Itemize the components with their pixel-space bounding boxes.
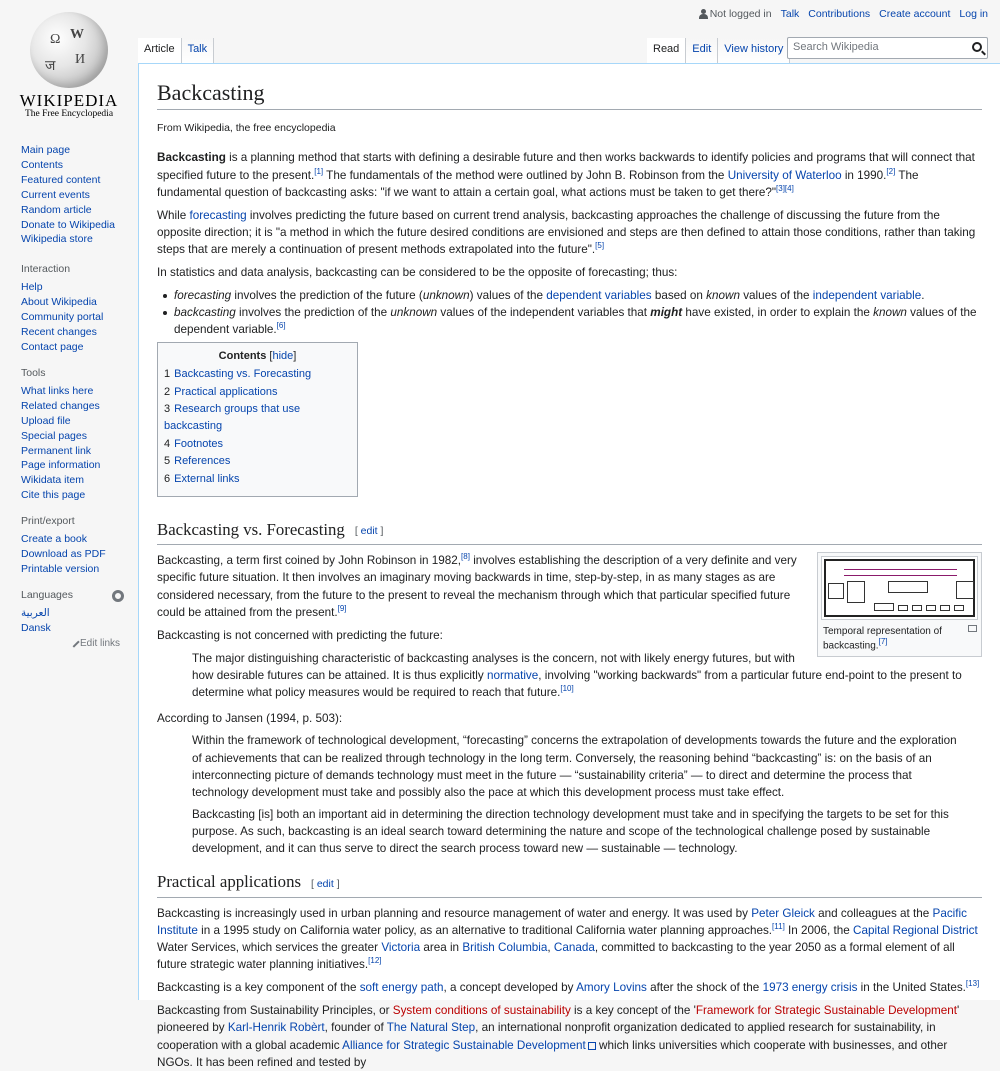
text: in the United States. [857, 981, 966, 995]
login-link[interactable]: Log in [959, 8, 988, 20]
interaction-portal [0, 261, 138, 355]
tab-article[interactable] [138, 38, 182, 63]
anon-indicator [699, 8, 772, 20]
sidebar-item-printable-version[interactable]: Printable version [21, 562, 100, 575]
text: , involving "working backwards" from a particular future end-point to the present to determine what policy measures would be required to reach that future. [192, 668, 962, 700]
text: based on [651, 288, 707, 302]
view-tabs [647, 38, 790, 63]
language-arabic[interactable]: العربية [21, 606, 50, 619]
section1-paragraph-3: According to Jansen (1994, p. 503): [157, 711, 343, 725]
text: Backcasting is a key component of the [157, 981, 360, 995]
toc-hide-toggle[interactable]: hide [272, 349, 294, 362]
list-item [174, 287, 982, 304]
ref-link[interactable]: [5] [595, 241, 605, 251]
toc-number: 4 [164, 437, 171, 450]
toc-item[interactable] [164, 366, 351, 383]
link-university-of-waterloo[interactable]: University of Waterloo [727, 168, 842, 182]
intro-paragraph-2 [157, 207, 982, 259]
caption-text: Temporal representation of backcasting. [823, 626, 942, 652]
text: The fundamental question of backcasting asks: "if we want to attain a certain goal, what actions must be taken to get there?" [157, 168, 919, 199]
ref-link[interactable]: [11] [772, 921, 785, 931]
text: unknown [390, 306, 438, 320]
edit-links[interactable] [21, 638, 138, 649]
text: The fundamentals of the method were outlined by John B. Robinson from the [323, 168, 728, 182]
text: , committed to backcasting to the year 2050 as a formal element of all future strategic water planning initiatives. [157, 941, 955, 972]
toc-title: Contents [hide] [218, 349, 297, 362]
text: area in [420, 941, 463, 955]
sidebar-item-download-pdf[interactable]: Download as PDF [21, 548, 106, 561]
sidebar-item-what-links-here[interactable]: What links here [21, 384, 94, 397]
site-subtitle: From Wikipedia, the free encyclopedia [157, 122, 336, 134]
link-alliance-ssd[interactable]: Alliance for Strategic Sustainable Development [342, 1038, 586, 1052]
link-normative[interactable]: normative [486, 668, 539, 682]
tab-article-label[interactable]: Article [144, 43, 175, 55]
sidebar-item-donate[interactable]: Donate to Wikipedia [21, 218, 115, 231]
text: known [873, 306, 907, 320]
tab-view-history-label[interactable]: View history [724, 43, 784, 55]
wikipedia-logo[interactable] [0, 0, 138, 130]
link-system-conditions[interactable]: System conditions of sustainability [392, 1004, 571, 1018]
ref-link[interactable]: [4] [784, 184, 794, 193]
intro-paragraph-1 [157, 149, 982, 201]
link-the-natural-step[interactable]: The Natural Step [386, 1021, 476, 1035]
sidebar-item-help[interactable]: Help [21, 281, 43, 294]
link-british-columbia[interactable]: British Columbia [462, 941, 548, 955]
text: have existed, in order to explain the [682, 306, 874, 320]
tab-edit[interactable] [686, 38, 718, 63]
toc-item[interactable] [164, 453, 351, 470]
content [138, 63, 1000, 1069]
sidebar-item-community-portal[interactable]: Community portal [21, 311, 104, 324]
pencil-icon [68, 636, 79, 647]
text: ' pioneered by [157, 1004, 960, 1035]
toc-link[interactable]: Backcasting vs. Forecasting [174, 368, 312, 381]
ref-link[interactable]: [9] [337, 604, 347, 614]
text: might [650, 306, 683, 320]
text: In 2006, the [784, 923, 854, 937]
thumbnail-caption [821, 620, 978, 653]
page-title: Backcasting [157, 80, 982, 110]
tab-talk[interactable] [182, 38, 215, 63]
text: , a concept developed by [443, 981, 577, 995]
ref-link[interactable]: [10] [560, 684, 574, 694]
user-icon [699, 9, 708, 19]
sidebar-item-main-page[interactable]: Main page [21, 144, 71, 156]
sidebar-item-wikidata-item[interactable]: Wikidata item [21, 474, 85, 487]
link-canada[interactable]: Canada [553, 941, 595, 955]
search-icon[interactable] [972, 42, 982, 52]
text: While [157, 208, 190, 222]
tab-view-history[interactable] [718, 38, 790, 63]
sidebar-item-about[interactable]: About Wikipedia [21, 296, 97, 309]
globe-icon: Ω W И ज [30, 12, 108, 88]
toc-link[interactable]: Practical applications [174, 385, 278, 398]
interaction-heading: Interaction [21, 263, 71, 276]
link-victoria[interactable]: Victoria [381, 941, 421, 955]
link-1973-energy-crisis[interactable]: 1973 energy crisis [762, 981, 858, 995]
table-of-contents [157, 342, 358, 497]
edit-section-link[interactable]: edit [360, 525, 378, 538]
text: The major distinguishing characteristic of backcasting analyses is the concern, not with likely energy futures, but with how desirable futures can be attained. It is thus explicitly [192, 651, 795, 682]
text: values of the dependent variable. [174, 306, 977, 337]
section2-paragraph-3 [157, 1002, 982, 1071]
gear-icon[interactable] [112, 590, 124, 602]
navigation-portal [0, 143, 138, 247]
sidebar-item-page-information[interactable]: Page information [21, 459, 101, 472]
sidebar-item-recent-changes[interactable]: Recent changes [21, 326, 97, 339]
section-heading: Practical applications [ edit ] [157, 871, 982, 897]
text: ) values of the [469, 288, 547, 302]
toc-item[interactable] [164, 384, 351, 401]
link-pacific-institute[interactable]: Pacific Institute [157, 906, 967, 937]
text: . [921, 288, 925, 302]
ref-link[interactable]: [6] [276, 321, 286, 331]
sidebar-item-upload-file[interactable]: Upload file [21, 414, 71, 427]
tools-heading: Tools [21, 366, 46, 379]
logo-wordmark: WIKIPEDIA [19, 91, 119, 110]
section-heading: Backcasting vs. Forecasting [ edit ] [157, 519, 982, 545]
sidebar-item-create-book[interactable]: Create a book [21, 533, 87, 546]
link-karl-henrik-robert[interactable]: Karl-Henrik Robèrt [227, 1021, 325, 1035]
link-amory-lovins[interactable]: Amory Lovins [576, 981, 647, 995]
personal-tools [699, 8, 988, 20]
anon-label: Not logged in [709, 8, 772, 20]
section2-paragraph-1 [157, 905, 982, 974]
sidebar [0, 143, 138, 659]
toc-item[interactable] [164, 471, 351, 488]
search-input[interactable] [787, 37, 988, 59]
ref-link[interactable]: [12] [368, 956, 382, 966]
link-independent-variable[interactable]: independent variable [812, 288, 922, 302]
create-account-link[interactable]: Create account [879, 8, 951, 20]
sidebar-item-current-events[interactable]: Current events [21, 188, 90, 201]
toc-item[interactable] [164, 436, 351, 453]
sidebar-item-related-changes[interactable]: Related changes [21, 399, 100, 412]
link-peter-gleick[interactable]: Peter Gleick [751, 906, 815, 920]
link-capital-regional-district[interactable]: Capital Regional District [853, 923, 978, 937]
sidebar-item-random-article[interactable]: Random article [21, 203, 92, 216]
namespace-tabs [138, 38, 214, 63]
bullet-list [174, 287, 982, 339]
ref-link[interactable]: [3] [776, 184, 785, 193]
sidebar-item-store[interactable]: Wikipedia store [21, 233, 93, 246]
backcasting-diagram-image[interactable] [821, 556, 978, 620]
print-heading: Print/export [21, 515, 75, 528]
text: which links universities which cooperate with businesses, and other NGOs. It has been refined and tested by [157, 1038, 948, 1069]
text: , [547, 941, 554, 955]
ref-link[interactable]: [8] [461, 552, 470, 562]
text: is a planning method that starts with defining a desirable future and then works backwards to identify policies and programs that will connect that specified future to the present. [157, 151, 975, 182]
text: involves predicting the future based on current trend analysis, backcasting approaches the challenge of discussing the future from the opposite direction; it is "a method in which the future desired conditions are envisioned and steps are then defined to attain those conditions, rather than taking steps that are merely a continuation of present methods extrapolated into the future". [157, 208, 976, 257]
toc-link[interactable]: References [174, 455, 231, 468]
tab-edit-label[interactable]: Edit [692, 43, 712, 55]
edit-links-label: Edit links [79, 637, 120, 649]
toc-item[interactable] [164, 401, 351, 436]
toc-number: 5 [164, 455, 171, 468]
text: , founder of [324, 1021, 387, 1035]
talk-link[interactable]: Talk [780, 8, 800, 20]
text: values of the [739, 288, 813, 302]
link-soft-energy-path[interactable]: soft energy path [359, 981, 444, 995]
sidebar-item-cite-this-page[interactable]: Cite this page [21, 489, 86, 502]
text: involves establishing the description of a very definite and very specific future situation. It then involves an imaginary moving backwards in time, step-by-step, in as many stages as are considered necessary, from the future to the present to reveal the mechanism through which that particular specified future could be attained from the present. [157, 554, 797, 620]
link-framework-ssd[interactable]: Framework for Strategic Sustainable Development [695, 1004, 957, 1018]
magnify-icon[interactable] [968, 625, 977, 632]
thumbnail-figure [817, 552, 982, 657]
tab-read[interactable] [647, 38, 686, 63]
text: Water Services, which services the greater [157, 941, 382, 955]
toc-link[interactable]: External links [174, 472, 240, 485]
tab-talk-label[interactable]: Talk [187, 43, 208, 55]
toc-number: 6 [164, 472, 171, 485]
text: Backcasting, a term first coined by John Robinson in 1982, [157, 554, 462, 568]
quote-paragraph: Within the framework of technological development, “forecasting” concerns the extrapolation of developments towards the future and the exploration of achievements that can be realized through technology in the long term. Conversely, the reasoning behind “backcasting” is: on the basis of an interconnecting picture of demands technology must meet in the future — “sustainability criteria” — to direct and determine the process that technology development must take and possibly also the pace at which this development process must take effect. [192, 734, 957, 800]
text: involves the prediction of the future ( [231, 288, 423, 302]
toc-number: 2 [164, 385, 171, 398]
ref-link[interactable]: [2] [886, 166, 896, 176]
toc-link[interactable]: Footnotes [174, 437, 224, 450]
tab-read-label[interactable]: Read [653, 43, 680, 55]
sidebar-item-permanent-link[interactable]: Permanent link [21, 444, 92, 457]
text: unknown [422, 288, 470, 302]
text: Backcasting is increasingly used in urban planning and resource management of water and energy. It was used by [157, 906, 752, 920]
section-title: Backcasting vs. Forecasting [157, 520, 345, 540]
language-danish[interactable]: Dansk [21, 621, 51, 634]
ref-link[interactable]: [7] [878, 637, 888, 647]
ref-link[interactable]: [1] [314, 166, 324, 176]
sidebar-item-featured-content[interactable]: Featured content [21, 173, 101, 186]
section2-paragraph-2 [157, 979, 982, 996]
intro-paragraph-3: In statistics and data analysis, backcasting can be considered to be the opposite of forecasting; thus: [157, 266, 678, 280]
print-portal [0, 513, 138, 577]
sidebar-item-contents[interactable]: Contents [21, 158, 64, 171]
external-link-icon [588, 1042, 596, 1050]
link-forecasting[interactable]: forecasting [189, 208, 247, 222]
languages-heading: Languages [21, 588, 73, 601]
text: Backcasting from Sustainability Principles, or [157, 1004, 393, 1018]
text: after the shock of the [646, 981, 763, 995]
section-title: Practical applications [157, 872, 301, 892]
toc-number: 3 [164, 402, 171, 415]
languages-portal [0, 587, 138, 649]
sidebar-item-special-pages[interactable]: Special pages [21, 429, 87, 442]
list-item [174, 304, 982, 339]
sidebar-item-contact[interactable]: Contact page [21, 340, 84, 353]
bold-term: Backcasting [157, 151, 226, 165]
text: backcasting [174, 306, 236, 320]
text: and colleagues at the [814, 906, 933, 920]
link-dependent-variables[interactable]: dependent variables [546, 288, 652, 302]
search-placeholder: Search Wikipedia [793, 41, 879, 53]
toc-title-label: Contents [218, 349, 267, 362]
edit-section-link[interactable]: edit [316, 877, 334, 890]
text: values of the independent variables that [437, 306, 651, 320]
quote-paragraph: Backcasting [is] both an important aid in determining the direction technology development must take and in specifying the targets to be set for this purpose. As such, backcasting is an ideal search toward determining the nature and scope of the technological challenge posed by sustainable development, and it can thus serve to direct the search process toward new — sustainable — technology. [192, 807, 949, 856]
text: involves the prediction of the [235, 306, 391, 320]
text: in 1990. [841, 168, 887, 182]
text: in a 1995 study on California water policy, as an alternative to traditional California water planning approaches. [197, 923, 773, 937]
text: forecasting [174, 288, 232, 302]
text: is a key concept of the ' [570, 1004, 696, 1018]
text: , an international nonprofit organization dedicated to applied research for sustainability, in cooperation with a global academic [157, 1021, 936, 1052]
text: known [706, 288, 740, 302]
toc-link[interactable]: Research groups that use backcasting [164, 402, 301, 433]
logo-tagline: The Free Encyclopedia [24, 109, 114, 119]
toc-number: 1 [164, 368, 171, 381]
ref-link[interactable]: [13] [965, 979, 980, 989]
contributions-link[interactable]: Contributions [808, 8, 871, 20]
section1-paragraph-2: Backcasting is not concerned with predicting the future: [157, 628, 443, 642]
tools-portal [0, 365, 138, 503]
blockquote [192, 732, 964, 857]
